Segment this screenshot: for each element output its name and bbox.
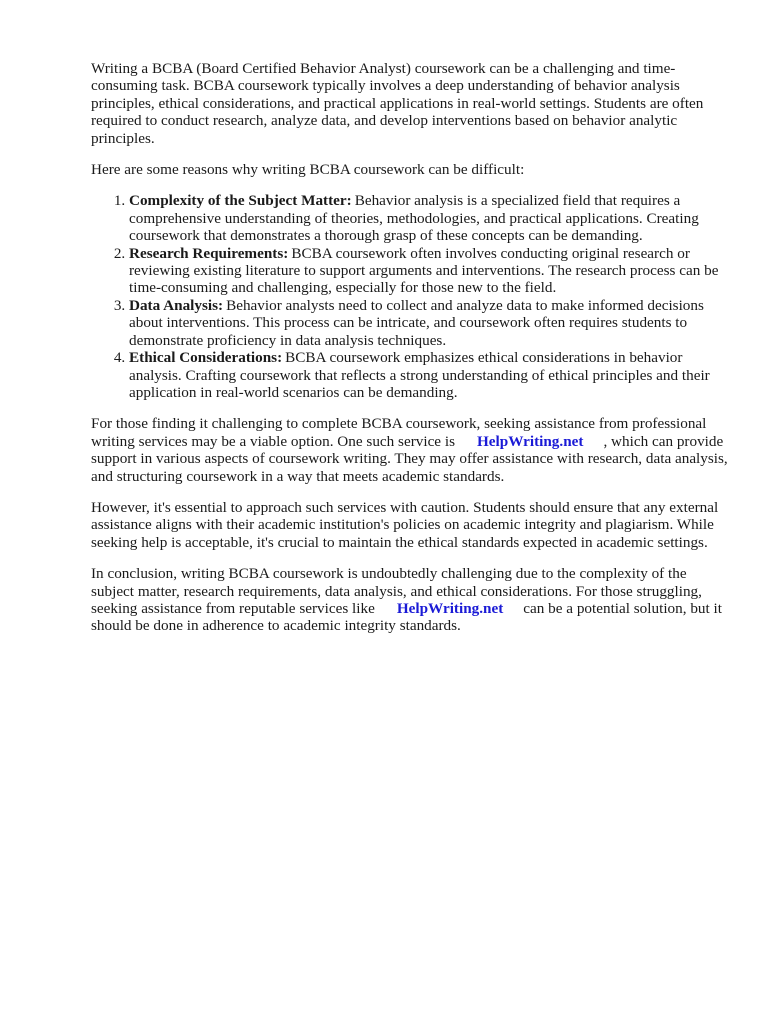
reason-text: Behavior analysts need to collect and analyze data to make informed decisions about interventions. This process can be intricate, and coursework often requires students to demonstrate proficiency in data analysis techniques. — [129, 296, 704, 349]
reason-term: Complexity of the Subject Matter: — [129, 192, 352, 210]
assistance-paragraph — [91, 415, 731, 485]
conclusion-paragraph — [91, 565, 731, 635]
caution-paragraph: However, it's essential to approach such services with caution. Students should ensure that any external assistance aligns with their academic institution's policies on academic integrity and plagiarism. While seeking help is acceptable, it's crucial to maintain the ethical standards expected in academic settings. — [91, 498, 719, 551]
reason-text: BCBA coursework often involves conducting original research or reviewing existing literature to support arguments and interventions. The research process can be time-consuming and challenging, especially for those new to the field. — [129, 244, 719, 297]
reasons-lead: Here are some reasons why writing BCBA coursework can be difficult: — [91, 161, 525, 179]
document-body — [91, 60, 731, 649]
assistance-text-after: , which can provide support in various aspects of coursework writing. They may offer assistance with research, data analysis, and structuring coursework in a way that meets academic standards. — [91, 432, 728, 485]
helpwriting-link[interactable]: HelpWriting.net — [396, 599, 504, 617]
assistance-text-before: For those finding it challenging to complete BCBA coursework, seeking assistance from professional writing services may be a viable option. One such service is — [91, 415, 707, 450]
reasons-list — [91, 192, 731, 401]
list-item — [129, 245, 731, 297]
reason-text: Behavior analysis is a specialized field that requires a comprehensive understanding of theories, methodologies, and practical applications. Creating coursework that demonstrates a thorough grasp of these concepts can be demanding. — [129, 192, 699, 245]
conclusion-text-after: can be a potential solution, but it should be done in adherence to academic integrity standards. — [91, 599, 722, 635]
list-item — [129, 297, 731, 349]
conclusion-text-before: In conclusion, writing BCBA coursework is undoubtedly challenging due to the complexity of the subject matter, research requirements, data analysis, and ethical considerations. For those struggling, seeking assistance from reputable services like — [91, 565, 702, 617]
intro-paragraph: Writing a BCBA (Board Certified Behavior Analyst) coursework can be a challenging and time-consuming task. BCBA coursework typically involves a deep understanding of behavior analysis principles, ethical considerations, and practical applications in real-world settings. Students are often required to conduct research, analyze data, and develop interventions based on behavior analytic principles. — [91, 60, 704, 147]
reason-term: Ethical Considerations: — [129, 349, 283, 367]
list-item — [129, 349, 731, 401]
list-item — [129, 192, 731, 244]
reason-text: BCBA coursework emphasizes ethical considerations in behavior analysis. Crafting coursework that reflects a strong understanding of ethical principles and their application in real-world scenarios can be demanding. — [129, 349, 710, 401]
reason-term: Data Analysis: — [129, 296, 224, 314]
helpwriting-link[interactable]: HelpWriting.net — [476, 432, 584, 450]
reason-term: Research Requirements: — [129, 244, 289, 262]
